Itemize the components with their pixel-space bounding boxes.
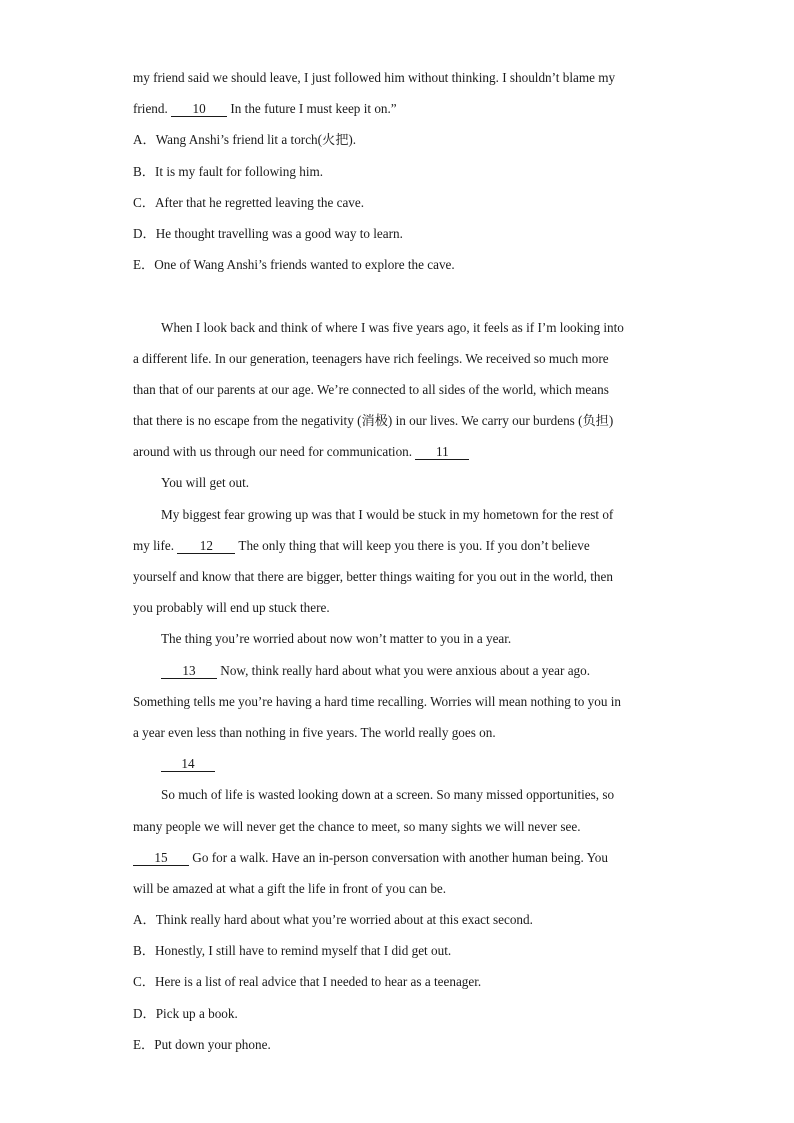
option-text: Think really hard about what you’re worried about at this exact second. — [155, 912, 533, 928]
option-text: One of Wang Anshi’s friends wanted to explore the cave. — [154, 257, 455, 273]
passage2-p1-line5-before: around with us through our need for communication. — [133, 444, 416, 460]
passage2-p5-line3: a year even less than nothing in five years. The world really goes on. — [133, 724, 496, 740]
blank-14: 14 — [161, 756, 215, 772]
option-text: Pick up a book. — [155, 1005, 238, 1021]
option-text: Wang Anshi’s friend lit a torch(火把). — [155, 132, 357, 148]
option-text: He thought travelling was a good way to learn. — [155, 225, 403, 241]
passage1-option-b — [133, 156, 663, 187]
blank-12: 12 — [177, 538, 235, 554]
passage1-option-a — [133, 124, 663, 155]
passage2-p3-line4: you probably will end up stuck there. — [133, 600, 330, 616]
option-text: Here is a list of real advice that I needed to hear as a teenager. — [154, 974, 482, 990]
passage2-p7-line2: will be amazed at what a gift the life in front of you can be. — [133, 880, 447, 896]
passage2-p3-line2-after: The only thing that will keep you there is you. If you don’t believe — [235, 537, 590, 553]
passage2-p1-line3: than that of our parents at our age. We’re connected to all sides of the world, which means — [133, 381, 609, 397]
option-text: After that he regretted leaving the cave. — [154, 194, 365, 210]
option-letter: C． — [133, 194, 155, 210]
option-letter: A． — [133, 132, 156, 148]
passage1-line2 — [133, 93, 663, 124]
passage2-p3-line2 — [133, 530, 663, 561]
option-text: Put down your phone. — [154, 1036, 271, 1052]
passage1-option-e — [133, 249, 663, 280]
passage2-p3-line2-before: my life. — [133, 537, 178, 553]
passage1-line1: my friend said we should leave, I just followed him without thinking. I shouldn’t blame my — [133, 70, 616, 85]
option-letter: B． — [133, 943, 155, 959]
passage2-option-e — [133, 1029, 663, 1060]
blank-10: 10 — [171, 101, 227, 117]
document-page — [133, 62, 663, 1060]
passage2-p6-line1: So much of life is wasted looking down at a screen. So many missed opportunities, so — [161, 787, 615, 803]
passage2-p1-line1: When I look back and think of where I was five years ago, it feels as if I’m looking into — [161, 319, 624, 335]
blank-13: 13 — [161, 663, 217, 679]
option-letter: E． — [133, 257, 155, 273]
passage2-option-d — [133, 998, 663, 1029]
passage2-option-b — [133, 935, 663, 966]
passage2-p4: The thing you’re worried about now won’t matter to you in a year. — [161, 631, 512, 647]
option-letter: E． — [133, 1036, 155, 1052]
passage2-p7-line1 — [133, 842, 663, 873]
passage1-line2-before: friend. — [133, 101, 172, 117]
option-letter: B． — [133, 163, 155, 179]
passage1-option-c — [133, 187, 663, 218]
passage2-p5-line1-after: Now, think really hard about what you were anxious about a year ago. — [217, 662, 591, 678]
option-letter: D． — [133, 1005, 156, 1021]
passage2-p6-line2: many people we will never get the chance to meet, so many sights we will never see. — [133, 818, 581, 834]
passage2-p5-line1 — [133, 655, 663, 686]
passage2-p3-line1: My biggest fear growing up was that I would be stuck in my hometown for the rest of — [161, 506, 614, 522]
passage2-p1-line5 — [133, 436, 663, 467]
option-letter: C． — [133, 974, 155, 990]
passage2-p2: You will get out. — [161, 475, 250, 491]
passage2-p6-heading — [133, 748, 663, 779]
passage2-p5-line2: Something tells me you’re having a hard time recalling. Worries will mean nothing to you in — [133, 693, 621, 709]
passage2-p1-line2: a different life. In our generation, teenagers have rich feelings. We received so much more — [133, 350, 609, 366]
blank-15: 15 — [133, 850, 189, 866]
passage2-p3-line3: yourself and know that there are bigger, better things waiting for you out in the world, then — [133, 569, 613, 584]
option-text: Honestly, I still have to remind myself that I did get out. — [154, 943, 452, 959]
section-gap — [133, 280, 663, 311]
passage2-option-c — [133, 966, 663, 997]
blank-11: 11 — [415, 444, 469, 460]
passage1-option-d — [133, 218, 663, 249]
option-letter: D． — [133, 225, 156, 241]
passage2-p1-line4: that there is no escape from the negativity (消极) in our lives. We carry our burdens (负担) — [133, 413, 614, 429]
option-letter: A． — [133, 912, 156, 928]
passage1-line2-after: In the future I must keep it on.” — [227, 101, 397, 117]
passage2-p7-line1-after: Go for a walk. Have an in-person conversation with another human being. You — [189, 849, 608, 865]
passage2-option-a — [133, 904, 663, 935]
option-text: It is my fault for following him. — [154, 163, 324, 179]
